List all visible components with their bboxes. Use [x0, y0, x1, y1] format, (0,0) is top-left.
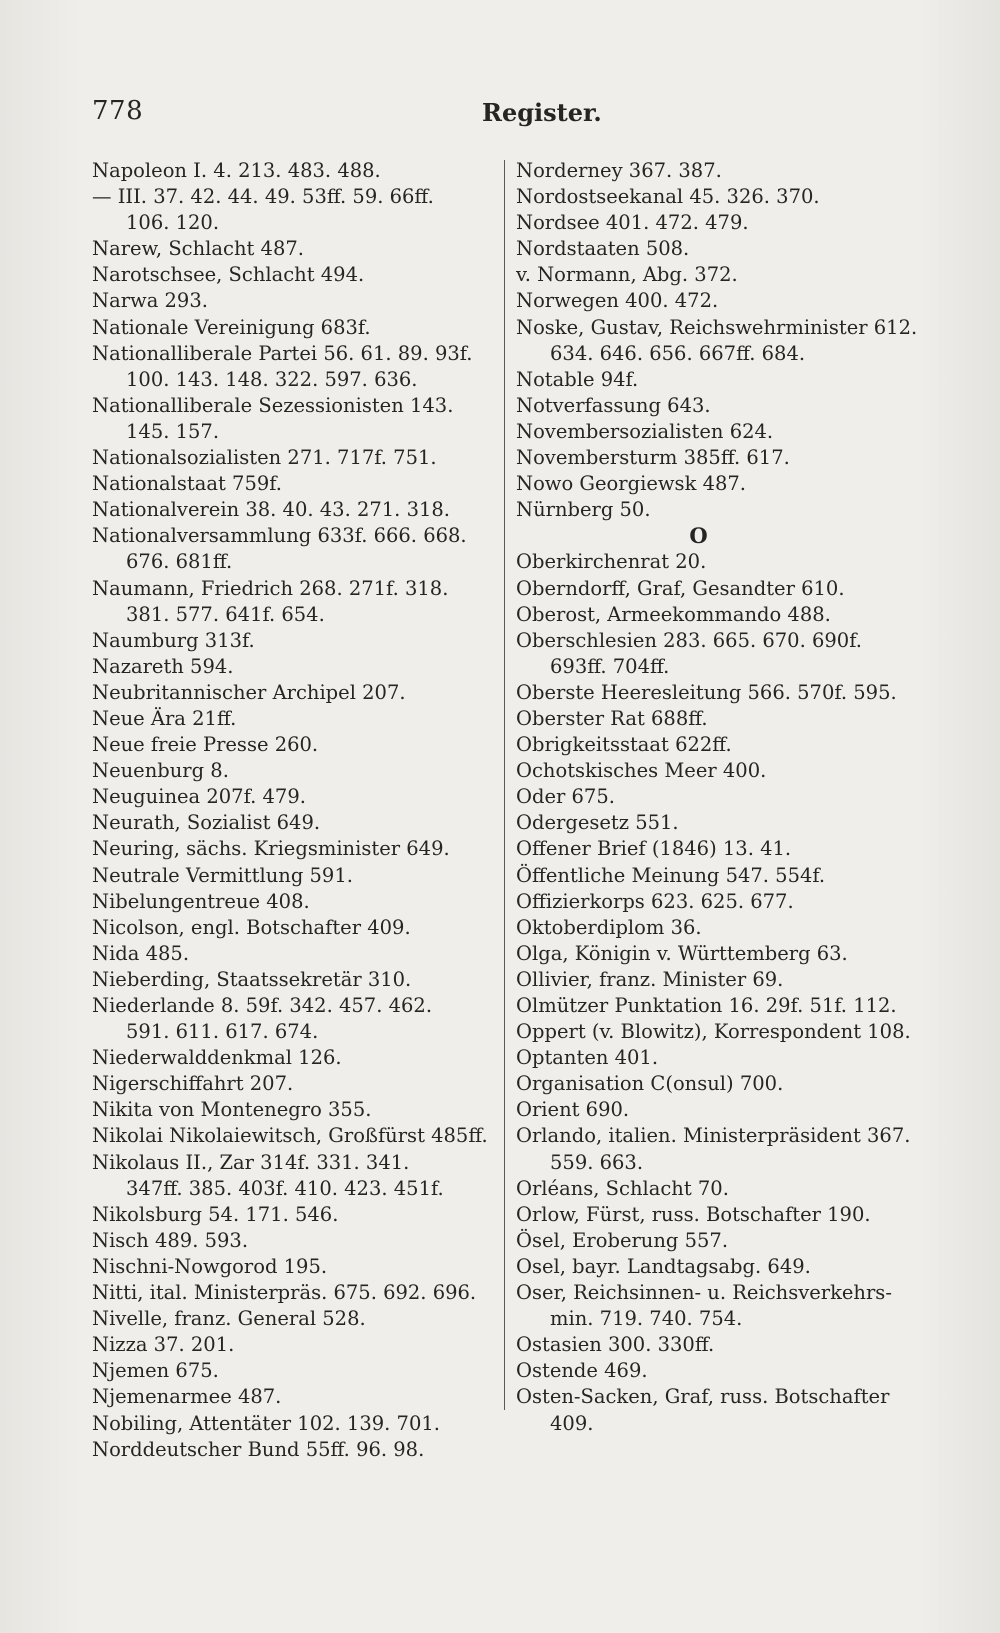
index-entry: Ösel, Eroberung 557.: [516, 1228, 729, 1252]
index-entry: Nivelle, franz. General 528.: [92, 1307, 366, 1331]
index-entry: Nobiling, Attentäter 102. 139. 701.: [92, 1411, 440, 1435]
index-entry: Nordstaaten 508.: [516, 237, 690, 261]
index-entry: Organisation C(onsul) 700.: [516, 1072, 784, 1096]
index-entry: Nürnberg 50.: [516, 498, 651, 522]
index-entry: Nordsee 401. 472. 479.: [516, 211, 749, 235]
index-entry: Nieberding, Staatssekretär 310.: [92, 967, 412, 991]
index-column-left: [92, 158, 487, 1463]
index-entry: Naumann, Friedrich 268. 271f. 318.: [92, 576, 449, 600]
index-entry: Notverfassung 643.: [516, 393, 711, 417]
index-entry: Obrigkeitsstaat 622ff.: [516, 733, 732, 757]
index-entry: Nitti, ital. Ministerpräs. 675. 692. 696.: [92, 1281, 477, 1305]
index-entry: Nibelungentreue 408.: [92, 889, 310, 913]
index-entry: Niederwalddenkmal 126.: [92, 1046, 342, 1070]
column-divider: [504, 160, 505, 1410]
index-entry: Nikolsburg 54. 171. 546.: [92, 1202, 339, 1226]
index-entry: Norwegen 400. 472.: [516, 289, 719, 313]
index-entry: Osel, bayr. Landtagsabg. 649.: [516, 1254, 811, 1278]
index-entry-continuation: 693ff. 704ff.: [550, 654, 670, 678]
index-entry: Narwa 293.: [92, 289, 208, 313]
index-entry: Neuring, sächs. Kriegsminister 649.: [92, 837, 450, 861]
index-entry: Nikolai Nikolaiewitsch, Großfürst 485ff.: [92, 1124, 488, 1148]
index-entry: Orlow, Fürst, russ. Botschafter 190.: [516, 1202, 871, 1226]
index-entry: Offener Brief (1846) 13. 41.: [516, 837, 792, 861]
index-entry: Oser, Reichsinnen- u. Reichsverkehrs-: [516, 1281, 892, 1305]
index-entry: Oberste Heeresleitung 566. 570f. 595.: [516, 680, 897, 704]
index-entry: Norddeutscher Bund 55ff. 96. 98.: [92, 1437, 425, 1461]
index-entry: Niederlande 8. 59f. 342. 457. 462.: [92, 994, 433, 1017]
index-entry-continuation: 145. 157.: [126, 419, 220, 443]
index-entry: Novembersturm 385ff. 617.: [516, 446, 790, 470]
index-entry: Ochotskisches Meer 400.: [516, 759, 767, 783]
index-entry: Nida 485.: [92, 941, 190, 965]
index-column-right: [516, 158, 918, 1437]
index-entry-continuation: 347ff. 385. 403f. 410. 423. 451f.: [126, 1176, 444, 1200]
index-entry: Oder 675.: [516, 785, 615, 809]
index-entry: Nordostseekanal 45. 326. 370.: [516, 185, 820, 209]
index-entry: Nationalliberale Partei 56. 61. 89. 93f.: [92, 341, 473, 365]
index-entry: Neubritannischer Archipel 207.: [92, 680, 406, 704]
section-heading-letter: O: [689, 523, 708, 549]
index-entry: Neuenburg 8.: [92, 759, 229, 783]
index-entry: Oberkirchenrat 20.: [516, 550, 707, 574]
index-entry: Napoleon I. 4. 213. 483. 488.: [92, 159, 381, 182]
index-entry: Orlando, italien. Ministerpräsident 367.: [516, 1124, 911, 1148]
index-entry: Öffentliche Meinung 547. 554f.: [516, 863, 826, 887]
index-entry-continuation: 591. 611. 617. 674.: [126, 1020, 319, 1044]
index-entry: Oberschlesien 283. 665. 670. 690f.: [516, 628, 862, 652]
index-entry: Oktoberdiplom 36.: [516, 915, 702, 939]
index-entry: Nizza 37. 201.: [92, 1333, 235, 1357]
index-entry: Noske, Gustav, Reichswehrminister 612.: [516, 315, 918, 339]
index-entry: Odergesetz 551.: [516, 811, 679, 835]
index-entry: Narew, Schlacht 487.: [92, 237, 304, 261]
index-entry: Oberost, Armeekommando 488.: [516, 602, 831, 626]
page-number: 778: [92, 96, 144, 126]
index-entry: Oppert (v. Blowitz), Korrespondent 108.: [516, 1020, 911, 1044]
index-entry: Nationalverein 38. 40. 43. 271. 318.: [92, 498, 450, 522]
index-entry-continuation: 100. 143. 148. 322. 597. 636.: [126, 367, 418, 391]
index-entry: Nikolaus II., Zar 314f. 331. 341.: [92, 1150, 410, 1174]
index-entry: Osten-Sacken, Graf, russ. Botschafter: [516, 1385, 890, 1409]
index-entry: Nigerschiffahrt 207.: [92, 1072, 294, 1096]
index-entry: Nationalliberale Sezessionisten 143.: [92, 393, 454, 417]
index-entry-continuation: 634. 646. 656. 667ff. 684.: [550, 341, 806, 365]
index-entry: Notable 94f.: [516, 367, 639, 391]
index-entry: Norderney 367. 387.: [516, 159, 722, 182]
index-entry: Nikita von Montenegro 355.: [92, 1098, 372, 1122]
index-entry-continuation: 676. 681ff.: [126, 550, 233, 574]
index-entry: Njemenarmee 487.: [92, 1385, 282, 1409]
index-entry: Ollivier, franz. Minister 69.: [516, 967, 784, 991]
index-entry: Orient 690.: [516, 1098, 630, 1122]
index-entry: Nationalsozialisten 271. 717f. 751.: [92, 446, 437, 470]
index-entry: Offizierkorps 623. 625. 677.: [516, 889, 794, 913]
index-entry: Neue freie Presse 260.: [92, 733, 319, 757]
index-entry: Nationalversammlung 633f. 666. 668.: [92, 524, 467, 548]
index-entry: Orléans, Schlacht 70.: [516, 1176, 729, 1200]
index-entry: Nisch 489. 593.: [92, 1228, 249, 1252]
index-entry: Nischni-Nowgorod 195.: [92, 1254, 328, 1278]
running-title: Register.: [482, 98, 602, 127]
index-entry: Narotschsee, Schlacht 494.: [92, 263, 365, 287]
index-entry: Olga, Königin v. Württemberg 63.: [516, 941, 848, 965]
index-entry: Nationalstaat 759f.: [92, 472, 282, 496]
index-entry: Nazareth 594.: [92, 654, 234, 678]
index-entry-continuation: 106. 120.: [126, 211, 220, 235]
index-entry: Novembersozialisten 624.: [516, 419, 774, 443]
index-entry-continuation: min. 719. 740. 754.: [550, 1307, 743, 1331]
index-entry: Nowo Georgiewsk 487.: [516, 472, 747, 496]
index-entry: Oberndorff, Graf, Gesandter 610.: [516, 576, 845, 600]
index-entry: Neue Ära 21ff.: [92, 706, 237, 730]
page-header: [92, 96, 880, 136]
index-entry: Nationale Vereinigung 683f.: [92, 315, 371, 339]
index-entry-continuation: 409.: [550, 1411, 594, 1435]
index-entry: Njemen 675.: [92, 1359, 219, 1383]
index-entry: Oberster Rat 688ff.: [516, 706, 708, 730]
index-entry: Neurath, Sozialist 649.: [92, 811, 321, 835]
index-entry: Ostende 469.: [516, 1359, 648, 1383]
index-entry-continuation: 559. 663.: [550, 1150, 644, 1174]
index-entry: Olmützer Punktation 16. 29f. 51f. 112.: [516, 994, 897, 1017]
index-entry: — III. 37. 42. 44. 49. 53ff. 59. 66ff.: [92, 185, 434, 209]
index-entry: Ostasien 300. 330ff.: [516, 1333, 715, 1357]
index-entry: Optanten 401.: [516, 1046, 659, 1070]
index-entry-continuation: 381. 577. 641f. 654.: [126, 602, 325, 626]
index-entry: v. Normann, Abg. 372.: [516, 263, 738, 287]
index-entry: Nicolson, engl. Botschafter 409.: [92, 915, 411, 939]
index-entry: Neutrale Vermittlung 591.: [92, 863, 353, 887]
index-entry: Neuguinea 207f. 479.: [92, 785, 306, 809]
index-entry: Naumburg 313f.: [92, 628, 255, 652]
